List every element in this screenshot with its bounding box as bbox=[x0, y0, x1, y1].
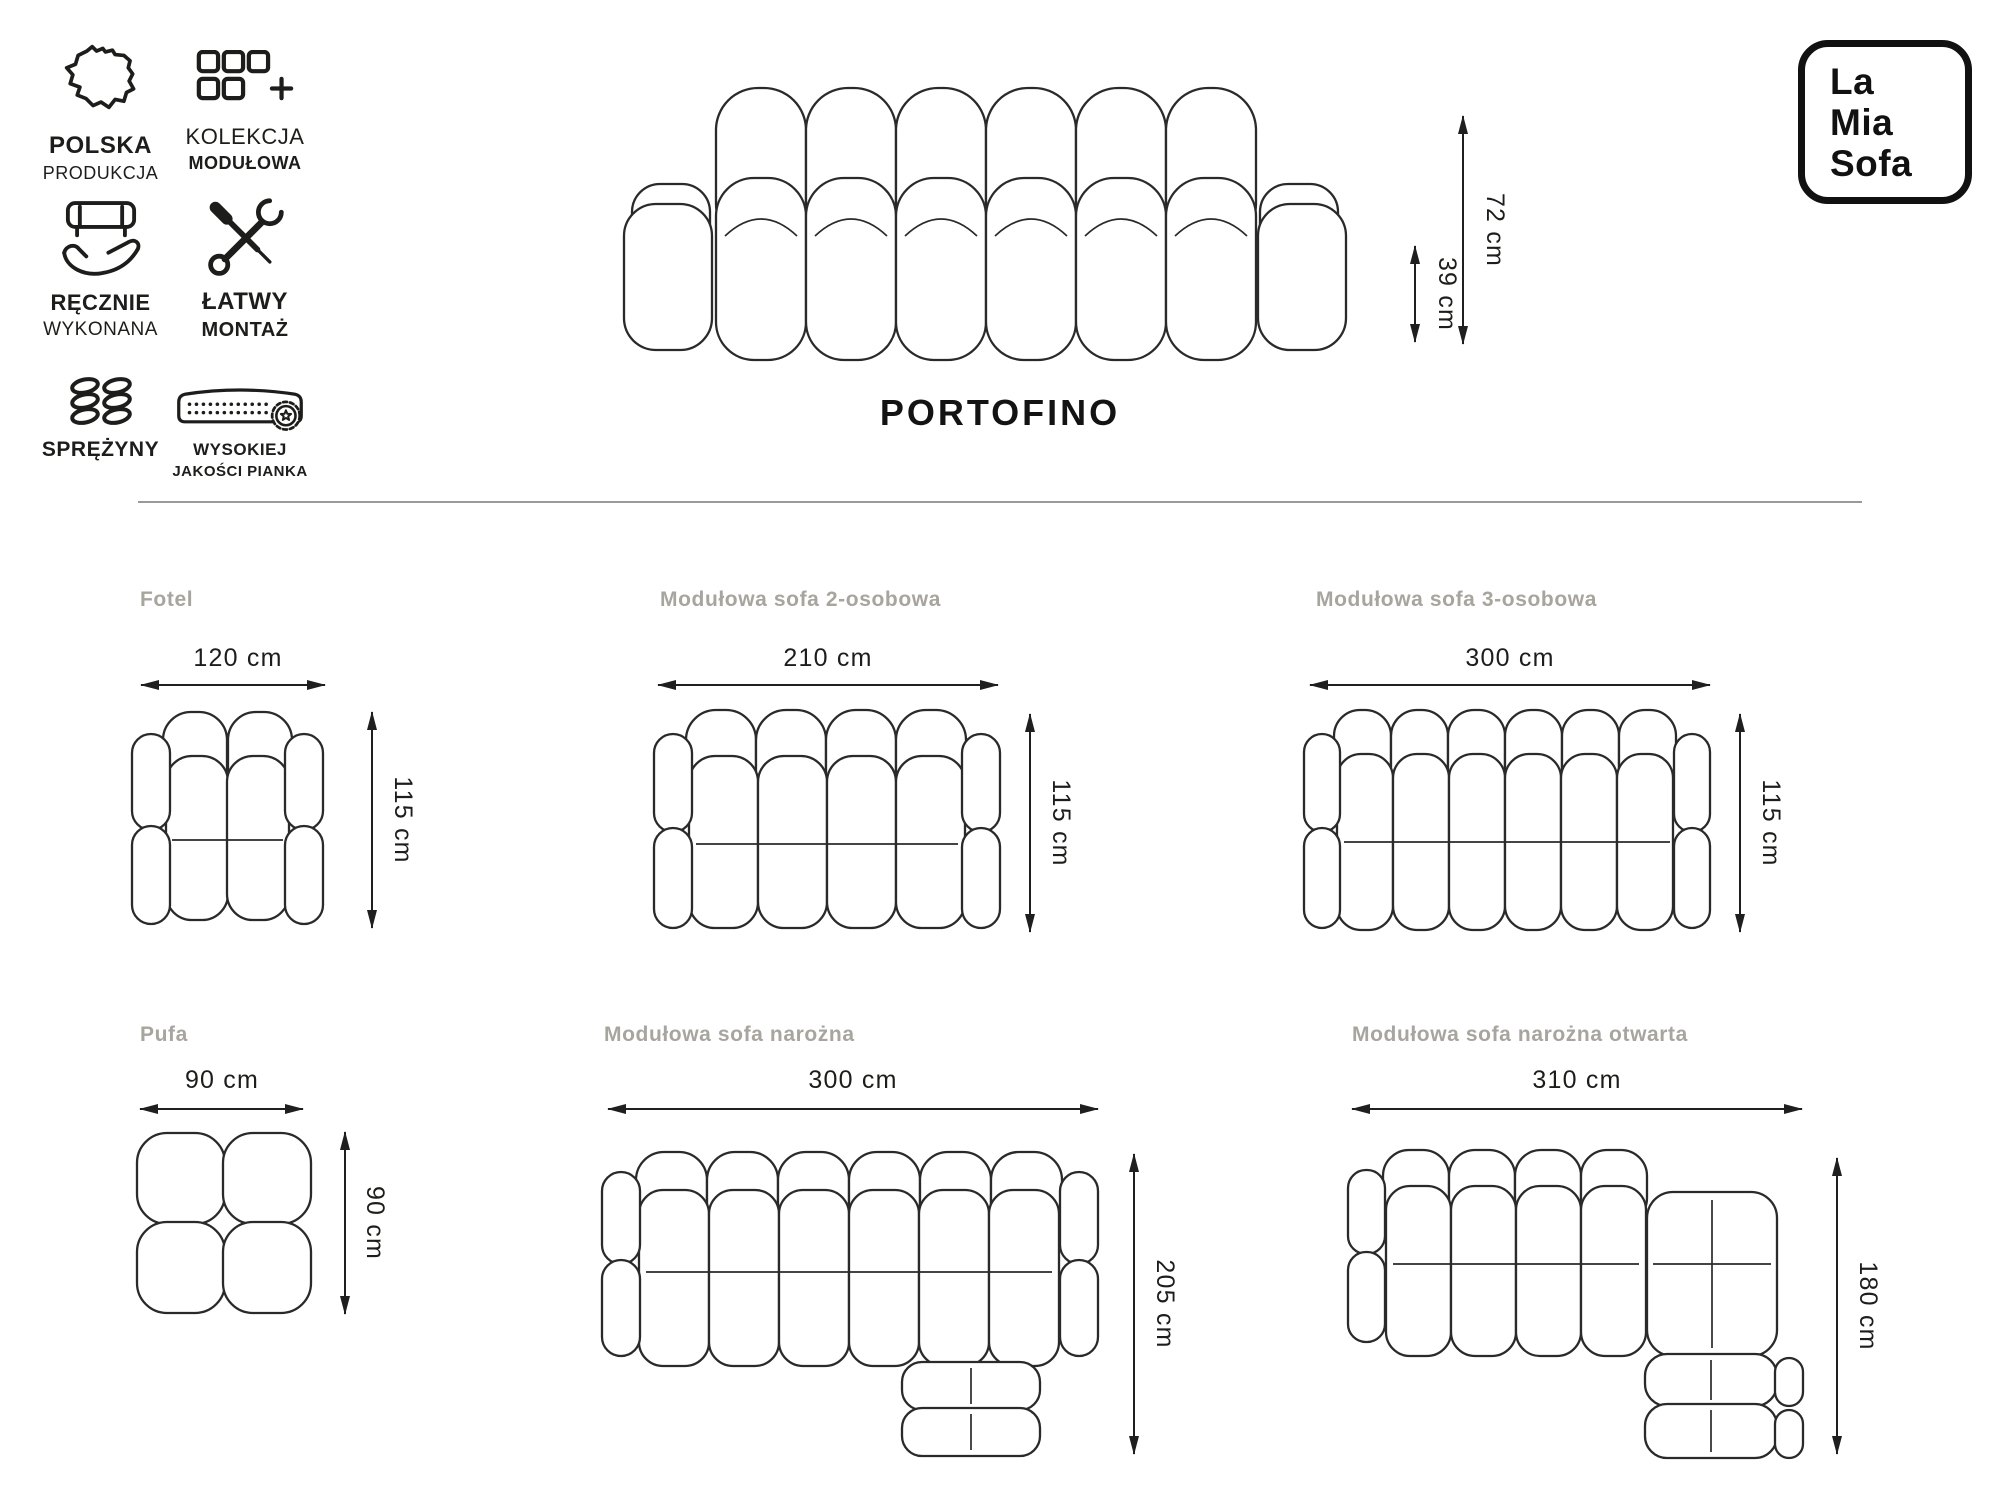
feature-wysokiej-jakosci-pianka bbox=[155, 382, 325, 480]
variant-depth-label: 205 cm bbox=[1151, 1259, 1179, 1349]
variant-depth-label: 90 cm bbox=[361, 1185, 389, 1261]
handmade-icon bbox=[55, 192, 147, 284]
brand-logo-line: Sofa bbox=[1830, 143, 1913, 184]
variant-title: Fotel bbox=[140, 588, 194, 611]
width-arrow bbox=[608, 1108, 1098, 1110]
variant-width-label: 300 cm bbox=[1465, 644, 1555, 672]
sofa-front-view-drawing bbox=[620, 84, 1350, 374]
seat-height-arrow bbox=[1414, 246, 1416, 342]
modular-collection-icon bbox=[195, 50, 295, 118]
variant-depth-label: 180 cm bbox=[1854, 1261, 1882, 1351]
depth-arrow bbox=[1739, 714, 1741, 932]
width-arrow bbox=[1310, 684, 1710, 686]
armchair-top-view-drawing bbox=[130, 708, 325, 928]
variant-width-label: 310 cm bbox=[1532, 1066, 1622, 1094]
feature-sublabel: MODUŁOWA bbox=[188, 153, 302, 173]
total-height-label: 72 cm bbox=[1481, 192, 1509, 268]
variant-title: Modułowa sofa narożna otwarta bbox=[1352, 1023, 1688, 1046]
feature-sublabel: PRODUKCJA bbox=[42, 163, 159, 183]
variant-depth-label: 115 cm bbox=[1047, 779, 1075, 867]
width-arrow bbox=[140, 1108, 303, 1110]
brand-logo-line: Mia bbox=[1830, 102, 1894, 143]
variant-depth-label: 115 cm bbox=[389, 776, 417, 864]
depth-arrow bbox=[1133, 1154, 1135, 1454]
width-arrow bbox=[658, 684, 998, 686]
brand-logo-line: La bbox=[1830, 61, 1875, 102]
feature-kolekcja-modulowa bbox=[172, 50, 318, 174]
feature-label: WYSOKIEJ bbox=[193, 440, 287, 459]
corner-sofa-top-view-drawing bbox=[600, 1148, 1100, 1458]
depth-arrow bbox=[1029, 714, 1031, 932]
feature-recznie-wykonana bbox=[28, 192, 173, 341]
depth-arrow bbox=[344, 1132, 346, 1314]
variant-title: Pufa bbox=[140, 1023, 188, 1046]
feature-label: SPRĘŻYNY bbox=[41, 438, 160, 461]
sofa-2-top-view-drawing bbox=[652, 706, 1002, 936]
feature-polska-produkcja bbox=[28, 44, 173, 184]
springs-icon bbox=[68, 376, 134, 432]
pouf-top-view-drawing bbox=[134, 1130, 314, 1316]
depth-arrow bbox=[371, 712, 373, 928]
feature-latwy-montaz bbox=[172, 196, 318, 342]
seat-height-label: 39 cm bbox=[1433, 256, 1461, 332]
variant-title: Modułowa sofa narożna bbox=[604, 1023, 855, 1046]
feature-sublabel: JAKOŚCI PIANKA bbox=[172, 463, 308, 480]
brand-logo bbox=[1798, 40, 1972, 204]
section-divider bbox=[138, 501, 1862, 503]
open-corner-sofa-top-view-drawing bbox=[1345, 1148, 1805, 1468]
feature-label: POLSKA bbox=[48, 132, 152, 159]
depth-arrow bbox=[1836, 1158, 1838, 1454]
feature-sublabel: WYKONANA bbox=[43, 319, 158, 340]
total-height-arrow bbox=[1462, 116, 1464, 344]
variant-width-label: 300 cm bbox=[808, 1066, 898, 1094]
product-name-title: PORTOFINO bbox=[879, 392, 1121, 433]
feature-sublabel: MONTAŻ bbox=[201, 319, 289, 341]
variant-title: Modułowa sofa 3-osobowa bbox=[1316, 588, 1597, 611]
high-quality-foam-icon bbox=[174, 382, 306, 434]
poland-map-icon bbox=[57, 44, 145, 126]
variant-width-label: 90 cm bbox=[184, 1066, 260, 1094]
width-arrow bbox=[141, 684, 325, 686]
feature-label: KOLEKCJA bbox=[185, 124, 305, 149]
sofa-3-top-view-drawing bbox=[1302, 706, 1712, 936]
variant-depth-label: 115 cm bbox=[1757, 779, 1785, 867]
width-arrow bbox=[1352, 1108, 1802, 1110]
variant-width-label: 120 cm bbox=[193, 644, 283, 672]
feature-sprezyny bbox=[28, 376, 173, 465]
feature-label: ŁATWY bbox=[201, 288, 289, 315]
variant-width-label: 210 cm bbox=[783, 644, 873, 672]
easy-assembly-icon bbox=[202, 196, 288, 282]
variant-title: Modułowa sofa 2-osobowa bbox=[660, 588, 941, 611]
feature-label: RĘCZNIE bbox=[50, 290, 151, 315]
